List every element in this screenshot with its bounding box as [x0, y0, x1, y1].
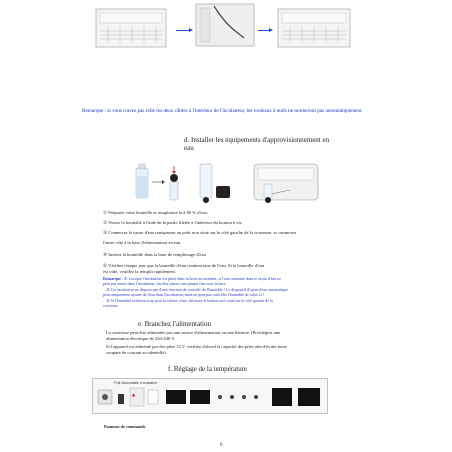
incubator-figure-1: [92, 5, 170, 51]
page-number: 6: [220, 443, 223, 448]
note-line-4: peut uniquement ajouter de l'eau dans l'incubateur, mais ne peut pas contrôler l'humidité de celui-ci !: [103, 292, 265, 297]
step-3-cont: l'autre côté à la base d'alimentation en eau.: [103, 240, 182, 245]
step-5: ⑤ Vérifiez chaque jour que la bouteille d'eau contient tans de l'eau. Si la bouteille d'eau: [103, 263, 265, 268]
section-e-line-2: alimentation électrique de 220-240 V.: [106, 336, 176, 341]
svg-text:▲: ▲: [132, 392, 136, 397]
note-lead: Remarque: [103, 276, 121, 281]
step-4: ④ Insérez la bouteille dans la base de remplissage d'eau: [103, 252, 206, 257]
section-d-title-line2: eau: [184, 144, 194, 152]
step-3: ③ Connectez le tuyau d'eau transparent au petit trou situé sur le côté gauche de la couveuse, et connectez: [103, 230, 297, 235]
section-e-line-1: La couveuse peut être alimentée par une source d'alimentation ou une batterie. (Privilégiez une: [106, 330, 281, 335]
note-line-2: peut pas entrer dans l'incubateur, vérifiez placez une plaque fine sous la base.: [103, 281, 227, 286]
step-2: ② Vissez la bouteille à l'aide de la partie filetée à l'intérieur du bouton à vis.: [103, 220, 243, 225]
step-1: ① Préparez votre bouteille et remplissez-la à 80 % d'eau.: [103, 210, 208, 215]
note-line-6: couveuse.: [103, 303, 119, 308]
section-f-title: f. Réglage de la température: [168, 365, 248, 373]
section-d-title: [184, 136, 329, 152]
step-5-cont: est vide, veuillez la remplir rapidement.: [103, 269, 177, 274]
margin-mark: .: [90, 426, 91, 431]
panel-brand: Full Automatic Incubator: [114, 380, 157, 385]
water-supply-figure: [130, 154, 330, 206]
arrow-1-head: [189, 28, 193, 32]
panel-caption: Panneau de commande: [104, 424, 146, 429]
section-e-line-3: Si l'appareil est alimenté par des piles 12 V, vérifiez d'abord la capacité des piles afin d'éviter toute: [106, 344, 287, 349]
arrow-2-head: [269, 28, 273, 32]
section-e-line-4: coupure de courant accidentelle).: [106, 350, 167, 355]
note-text-1: : ① Lorsque l'incubateur est placé dans la boite au moment, si l'eau contenue dans le tuyau d'eau ne: [120, 276, 282, 281]
incubator-figure-3: [274, 5, 354, 51]
note-line-5: ③ Si l'humidité extérieur trop pour la vitesse critic, dévissez le bouton noir situé sur le côté gauche de la: [106, 298, 273, 303]
section-e-title: e. Branchez l'alimentation: [138, 320, 211, 328]
note-line-3: ② Cet incubateur ne dispose pas d'une fonction de contrôle de l'humidité ! Le dispositif d'ajout d'eau automatique: [106, 287, 288, 292]
control-panel-figure: [92, 378, 328, 414]
remark-cables: Remarque : si vous n'avez pas relié les deux câbles à l'intérieur de l'incubateur, les rouleaux à œufs ne tourneront pas automatiquement.: [82, 108, 363, 114]
incubator-figure-2: [194, 2, 256, 48]
arrow-1: [176, 30, 190, 31]
section-d-title-line1: d. Installer les équipements d'approvisionnement en: [184, 136, 330, 144]
